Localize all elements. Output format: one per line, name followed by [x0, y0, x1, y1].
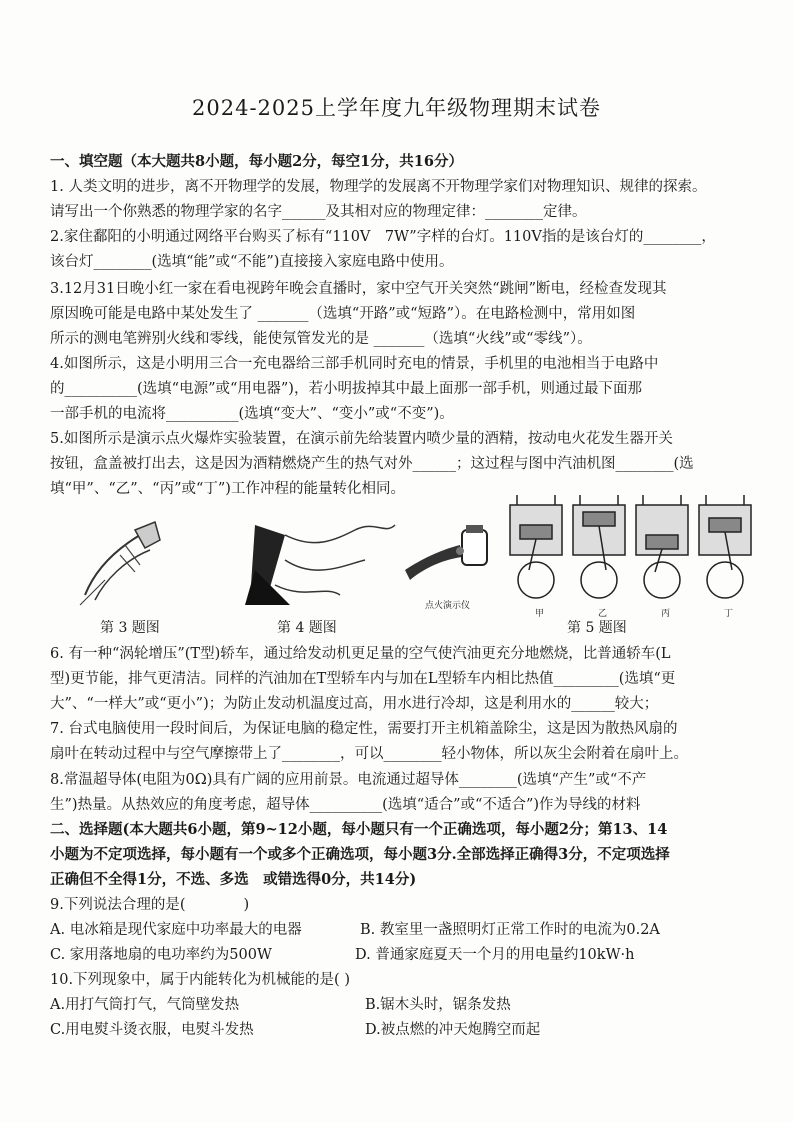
q10-option-d: D.被点燃的冲天炮腾空而起: [365, 1022, 541, 1038]
q6-line2: 型)更节能，排气更清洁。同样的汽油加在T型轿车内与加在L型轿车内相比热值_________(选填“更: [50, 671, 676, 687]
q6-line1: 6. 有一种“涡轮增压”(T型)轿车，通过给发动机更足量的空气使汽油更充分地燃烧，比普通轿车(L: [50, 646, 671, 662]
q3-line1: 3.12月31日晚小红一家在看电视跨年晚会直播时，家中空气开关突然“跳闸”断电，经检查发现其: [50, 281, 667, 297]
section2-heading-line3: 正确但不全得1分，不选、多选 或错选得0分，共14分): [50, 871, 417, 888]
engine-strokes-figure: [505, 490, 765, 620]
section2-heading-line2: 小题为不定项选择，每小题有一个或多个正确选项，每小题3分.全部选择正确得3分，不定项选择: [50, 846, 670, 863]
q9-option-d: D. 普通家庭夏天一个月的用电量约10kW·h: [355, 947, 635, 963]
engine-label-jia: 甲: [535, 609, 545, 619]
q7-line2: 扇叶在转动过程中与空气摩擦带上了________，可以________轻小物体，所以灰尘会附着在扇叶上。: [50, 746, 688, 762]
q8-line1: 8.常温超导体(电阻为0Ω)具有广阔的应用前景。电流通过超导体________(选填“产生”或“不产: [50, 772, 647, 788]
q10-option-a: A.用打气筒打气，气筒壁发热: [50, 997, 240, 1013]
q9-option-c: C. 家用落地扇的电功率约为500W: [50, 947, 272, 963]
q5-line2: 按钮，盒盖被打出去，这是因为酒精燃烧产生的热气对外______；这过程与图中汽油机图________(选: [50, 456, 694, 472]
q9-stem: 9.下列说法合理的是( ): [50, 897, 250, 913]
exam-title: 2024-2025上学年度九年级物理期末试卷: [192, 96, 601, 120]
q6-line3: 大”、“一样大”或“更小”)；为防止发动机温度过高，用水进行冷却，这是利用水的______较大；: [50, 696, 659, 712]
engine-label-ding: 丁: [724, 609, 734, 619]
q10-stem: 10.下列现象中，属于内能转化为机械能的是( ): [50, 972, 350, 988]
figure4-caption: 第 4 题图: [277, 620, 337, 636]
test-pen-figure: [65, 510, 175, 610]
q8-line2: 生”)热量。从热效应的角度考虑，超导体__________(选填“适合”或“不适合”)作为导线的材料: [50, 797, 641, 813]
figures-row: [55, 490, 775, 638]
q10-option-b: B.锯木头时，锯条发热: [365, 997, 511, 1013]
section2-heading-line1: 二、选择题(本大题共6小题，第9~12小题，每小题只有一个正确选项，每小题2分；第13、14: [50, 821, 668, 838]
q1-line2: 请写出一个你熟悉的物理学家的名字______及其相对应的物理定律：________定律。: [50, 204, 587, 220]
q1-line1: 1. 人类文明的进步，离不开物理学的发展，物理学的发展离不开物理学家们对物理知识、规律的探索。: [50, 179, 707, 195]
charger-figure: [245, 510, 405, 610]
q5-line3: 填“甲”、“乙”、“丙”或“丁”)工作冲程的能量转化相同。: [50, 481, 405, 497]
section1-heading: 一、填空题（本大题共8小题，每小题2分，每空1分，共16分）: [50, 153, 463, 170]
ignition-device-label: 点火演示仪: [425, 601, 471, 611]
q4-line1: 4.如图所示，这是小明用三合一充电器给三部手机同时充电的情景，手机里的电池相当于电路中: [50, 356, 659, 372]
engine-label-yi: 乙: [598, 609, 608, 619]
figure5-caption: 第 5 题图: [567, 620, 627, 636]
q10-option-c: C.用电熨斗烫衣服，电熨斗发热: [50, 1022, 254, 1038]
q4-line2: 的__________(选填“电源”或“用电器”)，若小明拔掉其中最上面那一部手机，则通过最下面那: [50, 381, 642, 397]
q2-line1: 2.家住鄱阳的小明通过网络平台购买了标有“110V 7W”字样的台灯。110V指的是该台灯的________，: [50, 229, 716, 245]
figure3-caption: 第 3 题图: [100, 620, 160, 636]
q2-line2: 该台灯________(选填“能”或“不能”)直接接入家庭电路中使用。: [50, 254, 454, 270]
q9-option-a: A. 电冰箱是现代家庭中功率最大的电器: [50, 922, 302, 938]
q3-line2: 原因晚可能是电路中某处发生了 _______（选填“开路”或“短路”）。在电路检测中，常用如图: [50, 306, 636, 322]
ignition-device-figure: [400, 515, 500, 590]
q4-line3: 一部手机的电流将__________(选填“变大”、“变小”或“不变”)。: [50, 406, 454, 422]
q3-line3: 所示的测电笔辨别火线和零线，能使氖管发光的是 _______（选填“火线”或“零线”）。: [50, 331, 592, 347]
q7-line1: 7. 台式电脑使用一段时间后，为保证电脑的稳定性，需要打开主机箱盖除尘，这是因为散热风扇的: [50, 721, 678, 737]
engine-label-bing: 丙: [661, 609, 671, 619]
q9-option-b: B. 教室里一盏照明灯正常工作时的电流为0.2A: [360, 922, 660, 938]
q5-line1: 5.如图所示是演示点火爆炸实验装置，在演示前先给装置内喷少量的酒精，按动电火花发生器开关: [50, 431, 673, 447]
